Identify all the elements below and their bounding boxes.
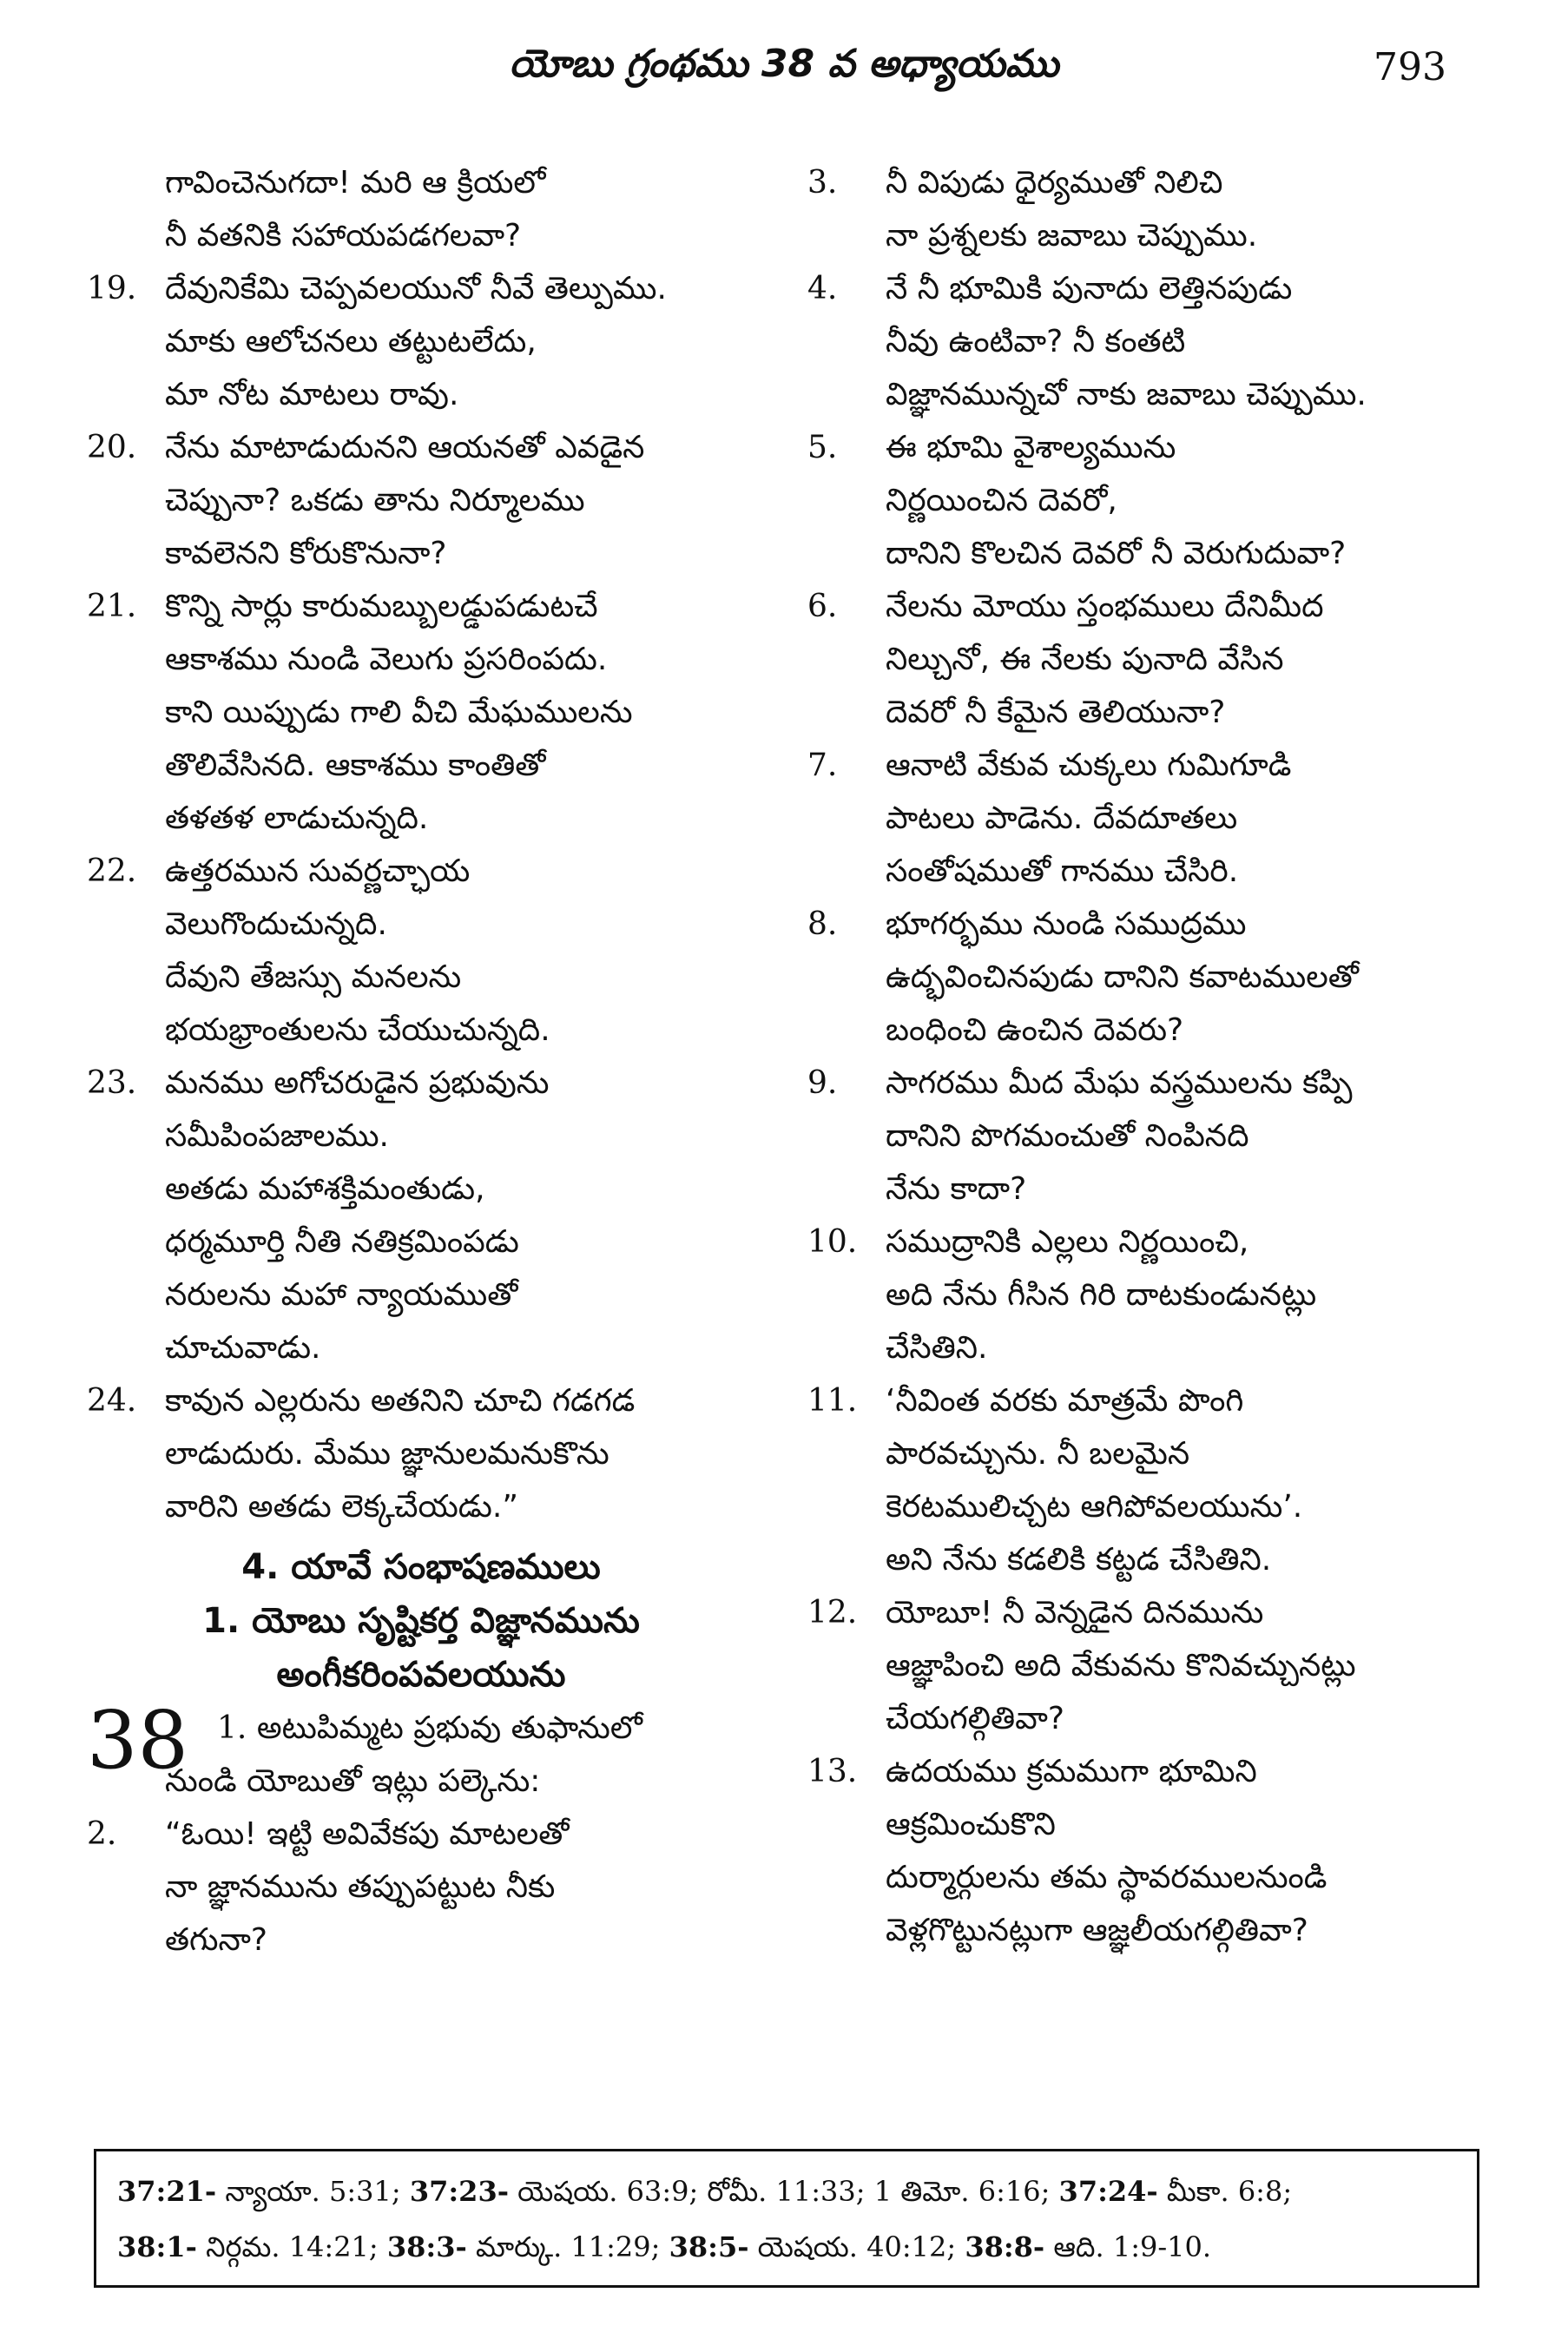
verse-text: దేవుని తేజస్సు మనలను (165, 959, 462, 995)
verse-text: విజ్ఞానమున్నచో నాకు జవాబు చెప్పుము. (886, 377, 1367, 412)
cross-reference-line (117, 2164, 1456, 2219)
verse-line (807, 898, 1476, 951)
verse-line (807, 368, 1476, 421)
verse-text: ఆకాశము నుండి వెలుగు ప్రసరింపదు. (165, 642, 608, 677)
verse-text: చెప్పునా? ఒకడు తాను నిర్మూలము (165, 483, 585, 518)
verse-line (87, 686, 755, 739)
section-heading: 4. యావే సంభాషణములు (241, 1547, 601, 1587)
verse-line (807, 792, 1476, 845)
chapter-verse-line (217, 1702, 642, 1755)
verse-number: 12. (807, 1595, 858, 1631)
verse-text: భయభ్రాంతులను చేయుచున్నది. (165, 1012, 550, 1048)
verse-number: 4. (807, 271, 838, 306)
verse-line (807, 1904, 1476, 1957)
verse-line (87, 1216, 755, 1268)
verse-text: “ఓయి! ఇట్టి అవివేకపు మాటలతో (165, 1816, 570, 1852)
verse-line (87, 1374, 755, 1427)
verse-number: 2. (87, 1816, 117, 1852)
verse-line (807, 580, 1476, 633)
verse-line (807, 1057, 1476, 1110)
verse-line (807, 1745, 1476, 1798)
verse-line (807, 1216, 1476, 1268)
left-verses-before (87, 156, 755, 1533)
right-column (807, 156, 1476, 1957)
verse-text: ఉత్తరమున సువర్ణచ్ఛాయ (165, 853, 471, 889)
verse-line (807, 739, 1476, 792)
verse-text: నే నీ భూమికి పునాదు లెత్తినపుడు (886, 271, 1293, 306)
verse-text: దేవునికేమి చెప్పవలయునో నీవే తెల్పుము. (165, 271, 667, 306)
left-column (87, 156, 755, 1967)
verse-text: నిల్చునో, ఈ నేలకు పునాది వేసిన (886, 642, 1284, 677)
verse-text: ఉదయము క్రమముగా భూమిని (886, 1754, 1257, 1789)
verse-number: 11. (807, 1383, 858, 1419)
verse-line (87, 1808, 755, 1861)
reference-key: 37:24- (1058, 2175, 1158, 2208)
verse-text: లాడుదురు. మేము జ్ఞానులమనుకొను (165, 1436, 609, 1472)
verse-text: బంధించి ఉంచిన దెవరు? (886, 1012, 1184, 1048)
verse-line (807, 1427, 1476, 1480)
reference-citation: న్యాయా. 5:31; (216, 2175, 410, 2208)
verse-text: ఆక్రమించుకొని (886, 1807, 1056, 1842)
reference-citation: మీకా. 6:8; (1157, 2175, 1293, 2208)
cross-reference-line (117, 2219, 1456, 2275)
verse-line (87, 315, 755, 368)
verse-number: 22. (87, 853, 137, 889)
cross-references-box (94, 2149, 1479, 2288)
verse-line (807, 1004, 1476, 1057)
verse-line (807, 1692, 1476, 1745)
reference-citation: మార్కు. 11:29; (466, 2230, 669, 2263)
verse-line (807, 1268, 1476, 1321)
verse-line (87, 1163, 755, 1216)
verse-text: దెవరో నీ కేమైన తెలియునా? (886, 695, 1226, 730)
verse-text: ఉద్భవించినపుడు దానిని కవాటములతో (886, 959, 1359, 995)
verse-text: దానిని కొలచిన దెవరో నీ వెరుగుదువా? (886, 536, 1347, 571)
verse-number: 8. (807, 906, 838, 942)
chapter-number: 38 (87, 1694, 189, 1787)
verse-line (87, 633, 755, 686)
verse-line (807, 1639, 1476, 1692)
verse-text: చూచువాడు. (165, 1330, 321, 1366)
verse-text: పారవచ్చును. నీ బలమైన (886, 1436, 1190, 1472)
subheading-line-2: అంగీకరింపవలయును (276, 1655, 566, 1695)
verse-line (807, 474, 1476, 527)
verse-number: 1. (217, 1710, 247, 1746)
verse-number: 3. (807, 165, 838, 201)
chapter-opening (87, 1694, 755, 1808)
verse-text: చేసితిని. (886, 1330, 988, 1366)
verse-text: అని నేను కడలికి కట్టడ చేసితిని. (886, 1542, 1272, 1578)
verse-text: నీ వతనికి సహాయపడగలవా? (165, 218, 522, 254)
verse-text: దానిని పొగమంచుతో నింపినది (886, 1118, 1249, 1154)
verse-line (87, 1480, 755, 1533)
verse-text: మనము అగోచరుడైన ప్రభువును (165, 1065, 550, 1101)
verse-text: సమీపింపజాలము. (165, 1118, 389, 1154)
verse-line (87, 739, 755, 792)
verse-text: కొన్ని సార్లు కారుమబ్బులడ్డుపడుటచే (165, 589, 598, 624)
verse-line (87, 898, 755, 951)
verse-number: 7. (807, 748, 838, 783)
page-number: 793 (1374, 45, 1446, 89)
verse-line (87, 580, 755, 633)
verse-line (87, 262, 755, 315)
verse-text: ఈ భూమి వైశాల్యమును (886, 430, 1176, 465)
reference-key: 38:5- (669, 2230, 749, 2263)
reference-key: 37:21- (117, 2175, 217, 2208)
verse-line (87, 1268, 755, 1321)
verse-text: యోబూ! నీ వెన్నడైన దినమును (886, 1595, 1264, 1631)
verse-line (87, 1861, 755, 1914)
reference-citation: యెషయ. 40:12; (748, 2230, 965, 2263)
verse-line (807, 1480, 1476, 1533)
verse-text: నేను మాటాడుదునని ఆయనతో ఎవడైన (165, 430, 645, 465)
verse-text: ఆజ్ఞాపించి అది వేకువను కొనివచ్చునట్లు (886, 1648, 1356, 1683)
verse-line (87, 951, 755, 1004)
verse-text: సముద్రానికి ఎల్లలు నిర్ణయించి, (886, 1224, 1249, 1260)
verse-text: మా నోట మాటలు రావు. (165, 377, 459, 412)
verse-text: సంతోషముతో గానము చేసిరి. (886, 853, 1239, 889)
verse-line (87, 156, 755, 209)
verse-line (807, 209, 1476, 262)
verse-line (807, 1586, 1476, 1639)
verse-line (87, 368, 755, 421)
verse-text: పాటలు పాడెను. దేవదూతలు (886, 800, 1238, 836)
verse-line (807, 315, 1476, 368)
verse-text: నా జ్ఞానమును తప్పుపట్టుట నీకు (165, 1869, 556, 1905)
verse-text: చేయగల్గితివా? (886, 1701, 1065, 1736)
verse-line (87, 209, 755, 262)
left-verses-after (87, 1808, 755, 1967)
verse-line (807, 1321, 1476, 1374)
verse-line (807, 633, 1476, 686)
verse-line (87, 421, 755, 474)
running-header-title: యోబు గ్రంథము 38 వ అధ్యాయము (509, 42, 1059, 86)
verse-line (807, 1110, 1476, 1163)
verse-line (807, 421, 1476, 474)
verse-line (87, 1321, 755, 1374)
reference-citation: యెషయ. 63:9; రోమీ. 11:33; 1 తిమో. 6:16; (508, 2175, 1059, 2208)
verse-text: వారిని అతడు లెక్కచేయడు.” (165, 1489, 518, 1525)
verse-line (87, 845, 755, 898)
verse-line (87, 792, 755, 845)
verse-text: తొలివేసినది. ఆకాశము కాంతితో (165, 748, 546, 783)
subheading-line-1: 1. యోబు సృష్టికర్త విజ్ఞానమును (202, 1601, 640, 1641)
verse-text: కెరటములిచ్చట ఆగిపోవలయును’. (886, 1489, 1303, 1525)
verse-line (807, 1163, 1476, 1216)
right-verses (807, 156, 1476, 1957)
verse-line (87, 527, 755, 580)
verse-text: నేలను మోయు స్తంభములు దేనిమీద (886, 589, 1324, 624)
reference-key: 38:3- (386, 2230, 467, 2263)
verse-number: 21. (87, 589, 137, 624)
verse-text: అతడు మహాశక్తిమంతుడు, (165, 1171, 485, 1207)
verse-number: 6. (807, 589, 838, 624)
verse-number: 19. (87, 271, 137, 306)
chapter-verse-line: నుండి యోబుతో ఇట్లు పల్కెను: (165, 1763, 541, 1799)
verse-line (87, 1427, 755, 1480)
verse-text: అది నేను గీసిన గిరి దాటకుండునట్లు (886, 1277, 1317, 1313)
verse-text: మాకు ఆలోచనలు తట్టుటలేదు, (165, 324, 537, 359)
reference-citation: నిర్గమ. 14:21; (196, 2230, 387, 2263)
reference-key: 37:23- (409, 2175, 509, 2208)
verse-line (87, 1004, 755, 1057)
reference-key: 38:1- (117, 2230, 197, 2263)
verse-number: 13. (807, 1754, 858, 1789)
verse-text: నా ప్రశ్నలకు జవాబు చెప్పుము. (886, 218, 1258, 254)
verse-text: వెళ్లగొట్టునట్లుగా ఆజ్ఞలీయగల్గితివా? (886, 1913, 1308, 1948)
verse-line (807, 1851, 1476, 1904)
verse-text: తళతళ లాడుచున్నది. (165, 800, 429, 836)
verse-line (807, 156, 1476, 209)
verse-text: కావున ఎల్లరును అతనిని చూచి గడగడ (165, 1383, 636, 1419)
verse-text: గావించెనుగదా! మరి ఆ క్రియలో (165, 165, 546, 201)
verse-number: 20. (87, 430, 137, 465)
verse-line (807, 1533, 1476, 1586)
verse-number: 5. (807, 430, 838, 465)
reference-citation: ఆది. 1:9-10. (1044, 2230, 1212, 2263)
verse-text: కాని యిప్పుడు గాలి వీచి మేఘములను (165, 695, 633, 730)
verse-text: నీవు ఉంటివా? నీ కంతటి (886, 324, 1186, 359)
verse-text: ‘నీవింత వరకు మాత్రమే పొంగి (886, 1383, 1244, 1419)
verse-text: నీ విపుడు ధైర్యముతో నిలిచి (886, 165, 1223, 201)
verse-text: నిర్ణయించిన దెవరో, (886, 483, 1117, 518)
verse-text: ధర్మమూర్తి నీతి నతిక్రమింపడు (165, 1224, 519, 1260)
verse-text: సాగరము మీద మేఘ వస్త్రములను కప్పి (886, 1065, 1353, 1101)
verse-number: 9. (807, 1065, 838, 1101)
verse-text: నేను కాదా? (886, 1171, 1027, 1207)
verse-number: 23. (87, 1065, 137, 1101)
reference-key: 38:8- (965, 2230, 1045, 2263)
verse-line (807, 527, 1476, 580)
verse-line (87, 1914, 755, 1967)
verse-text: కావలెనని కోరుకొనునా? (165, 536, 447, 571)
verse-number: 24. (87, 1383, 137, 1419)
verse-text: నరులను మహా న్యాయముతో (165, 1277, 518, 1313)
verse-line (807, 845, 1476, 898)
verse-text: భూగర్భము నుండి సముద్రము (886, 906, 1247, 942)
verse-line (807, 262, 1476, 315)
verse-text: అటుపిమ్మట ప్రభువు తుఫానులో (256, 1710, 642, 1746)
verse-text: తగునా? (165, 1922, 267, 1958)
verse-text: వెలుగొందుచున్నది. (165, 906, 387, 942)
verse-line (87, 1110, 755, 1163)
verse-line (87, 1057, 755, 1110)
verse-text: దుర్మార్గులను తమ స్థావరములనుండి (886, 1860, 1328, 1895)
verse-line (807, 1798, 1476, 1851)
verse-text: ఆనాటి వేకువ చుక్కలు గుమిగూడి (886, 748, 1292, 783)
verse-line (87, 474, 755, 527)
verse-number: 10. (807, 1224, 858, 1260)
verse-line (807, 686, 1476, 739)
verse-line (807, 951, 1476, 1004)
verse-line (807, 1374, 1476, 1427)
